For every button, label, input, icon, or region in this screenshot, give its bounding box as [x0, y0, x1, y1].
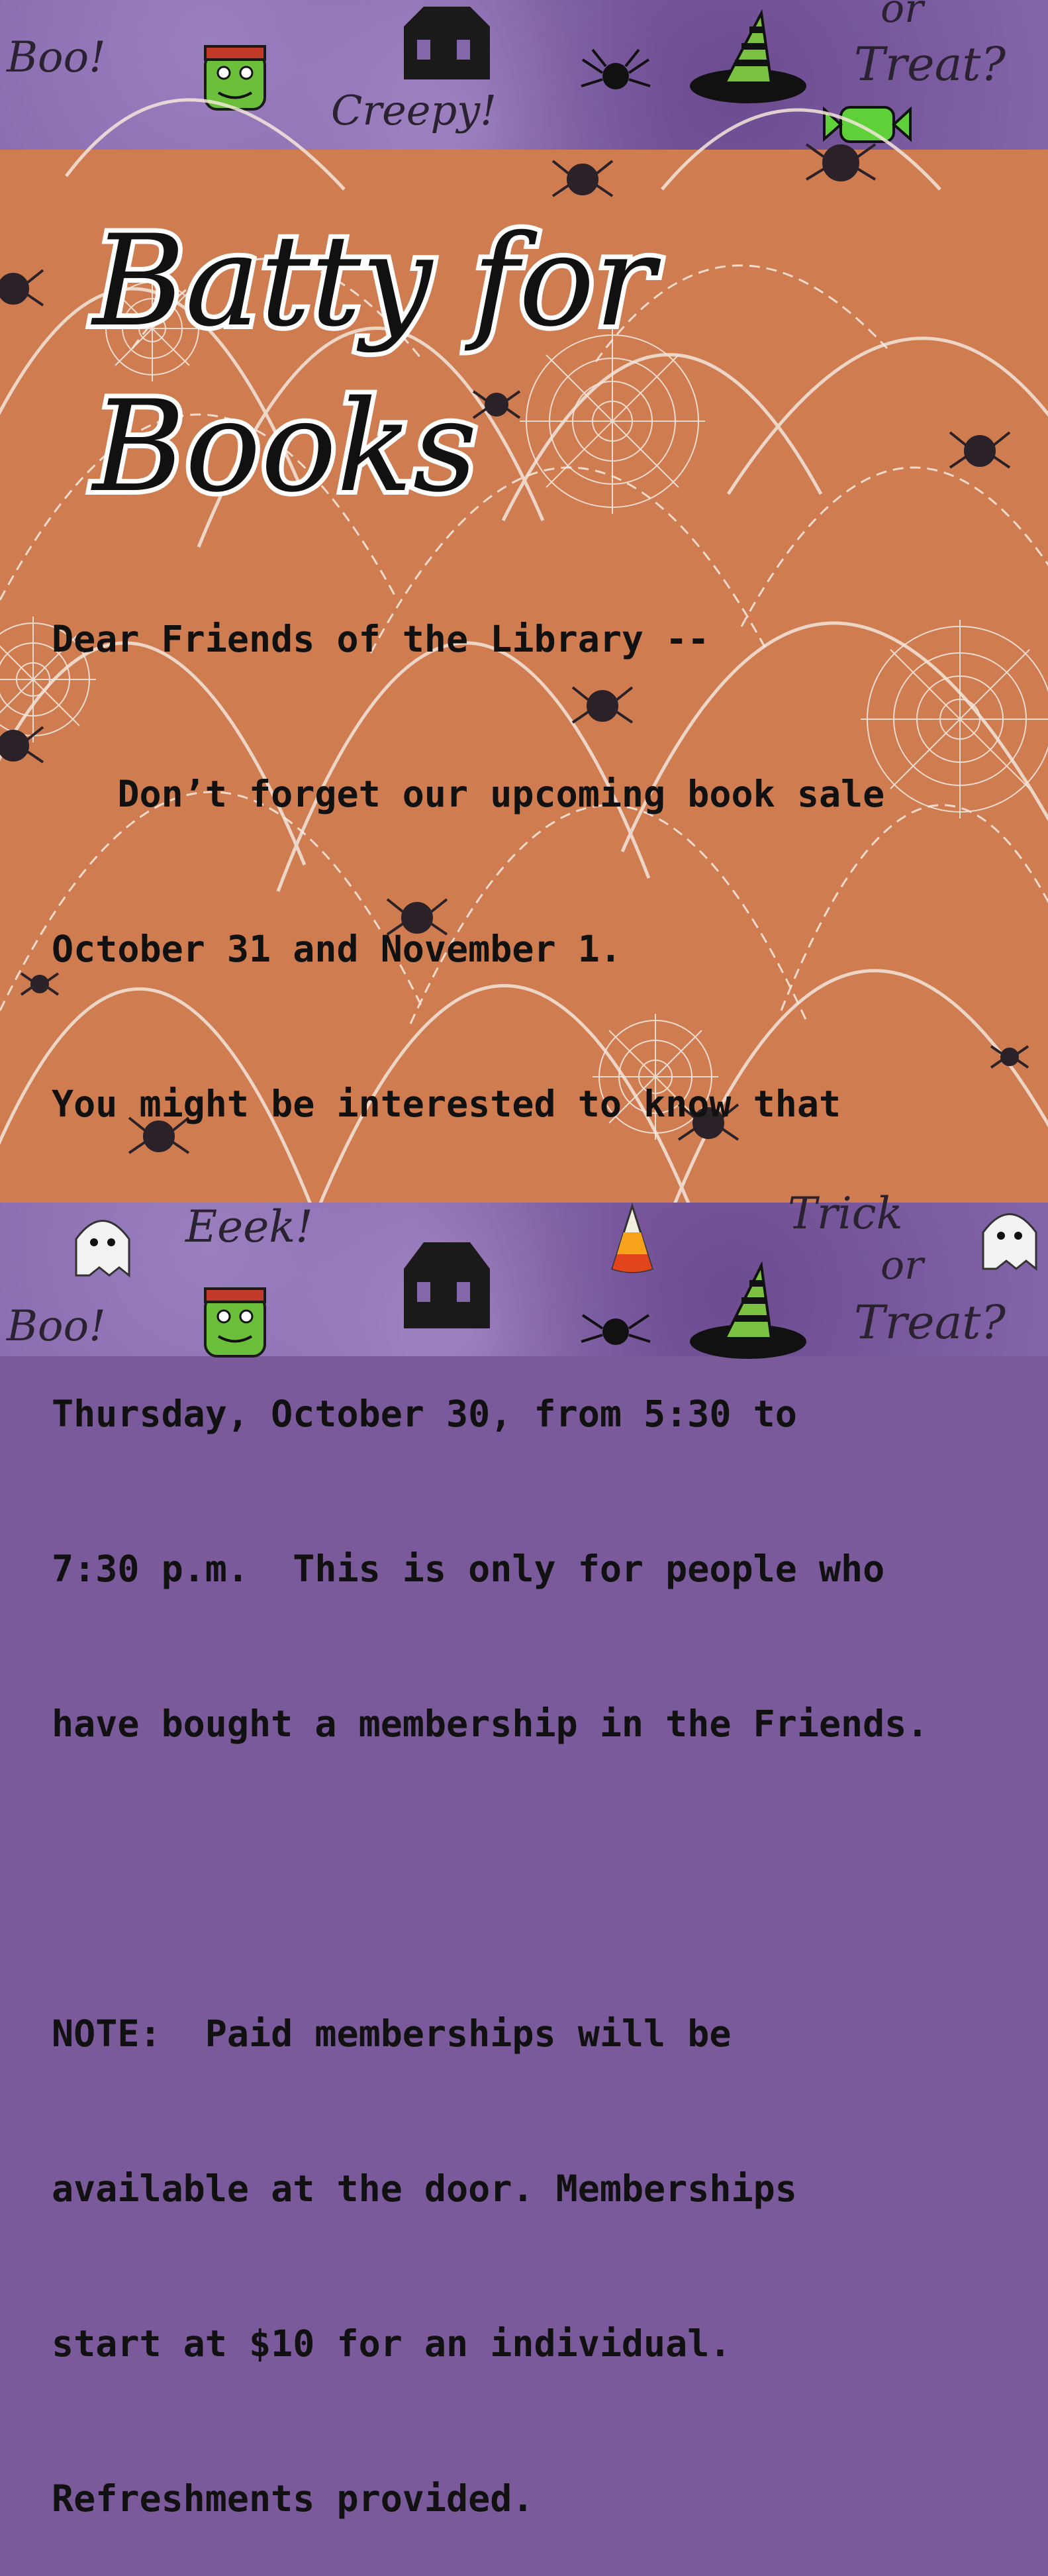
ghost-icon [66, 1209, 139, 1282]
haunted-house-icon [397, 0, 497, 79]
letter-line: Thursday, October 30, from 5:30 to [52, 1393, 797, 1435]
letter-line: October 31 and November 1. [52, 928, 622, 970]
letter-body [52, 510, 1038, 2576]
witch-hat-icon [689, 7, 808, 106]
haunted-house-icon [397, 1229, 497, 1328]
spider-icon [576, 46, 655, 106]
title-line-2: Books [93, 373, 478, 520]
note-line: Refreshments provided. [52, 2477, 534, 2520]
note-line: NOTE: Paid memberships will be [52, 2012, 732, 2055]
candy-icon [821, 99, 914, 150]
boo-text: Boo! [7, 1302, 106, 1351]
trick-text: Trick [788, 1188, 903, 1239]
letter-blank-line [52, 1853, 1038, 1905]
creepy-text: Creepy! [331, 86, 497, 134]
witch-hat-icon [689, 1256, 808, 1356]
frankenstein-icon [199, 1282, 271, 1356]
title-line-1: Batty for [93, 208, 655, 354]
spider-icon [576, 1302, 655, 1356]
eeek-text: Eeek! [185, 1201, 313, 1252]
or-text: or [881, 1242, 924, 1289]
letter-line: have bought a membership in the Friends. [52, 1703, 929, 1745]
flyer-title [86, 192, 655, 523]
bottom-decorative-band [0, 1188, 1048, 1356]
letter-line: 7:30 p.m. This is only for people who [52, 1548, 885, 1590]
note-line: start at $10 for an individual. [52, 2322, 732, 2365]
treat-text: Treat? [854, 1295, 1006, 1350]
treat-text: Treat? [854, 37, 1006, 91]
ghost-icon [973, 1203, 1046, 1275]
or-text: or [881, 0, 924, 32]
boo-text: Boo! [7, 33, 106, 82]
letter-greeting: Dear Friends of the Library -- [52, 618, 710, 660]
letter-line: Don’t forget our upcoming book sale [52, 773, 885, 815]
candy-corn-icon [609, 1203, 655, 1275]
note-line: available at the door. Memberships [52, 2167, 797, 2210]
letter-line: You might be interested to know that [52, 1083, 841, 1125]
top-decorative-band [0, 0, 1048, 150]
